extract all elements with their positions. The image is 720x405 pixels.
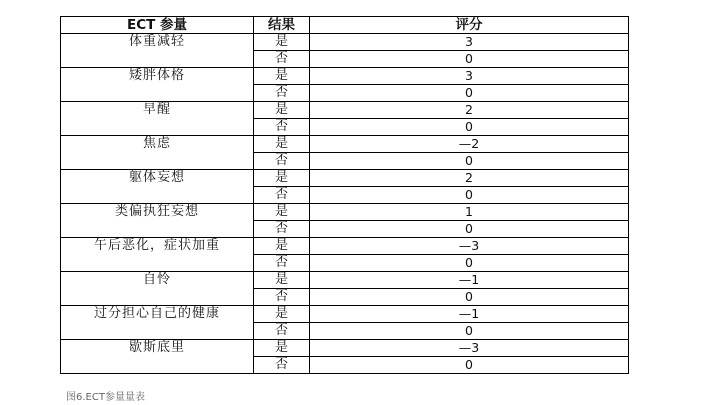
result-cell: 是 [254,102,310,119]
result-cell: 否 [254,357,310,374]
table-row [61,204,629,221]
header-parameter: ECT 参量 [61,17,254,34]
table-row [61,68,629,85]
result-cell: 是 [254,68,310,85]
parameter-cell [61,221,254,238]
table-row [61,85,629,102]
score-cell: —3 [310,238,629,255]
result-cell: 是 [254,34,310,51]
score-cell: 0 [310,85,629,102]
parameter-cell: 躯体妄想 [61,170,254,187]
result-cell: 是 [254,272,310,289]
table-row [61,187,629,204]
score-cell: —2 [310,136,629,153]
score-cell: 0 [310,323,629,340]
table-row [61,272,629,289]
score-cell: 1 [310,204,629,221]
score-cell: 3 [310,68,629,85]
score-cell: 2 [310,170,629,187]
table-row [61,119,629,136]
score-cell: 0 [310,255,629,272]
score-cell: 0 [310,289,629,306]
figure-caption: 图6.ECT参量量表 [66,392,145,403]
header-score: 评分 [310,17,629,34]
result-cell: 是 [254,136,310,153]
result-cell: 否 [254,323,310,340]
parameter-cell [61,51,254,68]
table-row [61,102,629,119]
result-cell: 否 [254,289,310,306]
table-row [61,136,629,153]
parameter-cell [61,357,254,374]
parameter-cell [61,153,254,170]
result-cell: 是 [254,340,310,357]
result-cell: 是 [254,170,310,187]
score-cell: 0 [310,357,629,374]
table-header-row [61,17,629,34]
result-cell: 否 [254,255,310,272]
result-cell: 否 [254,51,310,68]
parameter-cell: 类偏执狂妄想 [61,204,254,221]
score-cell: —1 [310,272,629,289]
result-cell: 否 [254,119,310,136]
table-row [61,238,629,255]
score-cell: 3 [310,34,629,51]
score-cell: —3 [310,340,629,357]
table-row [61,34,629,51]
parameter-cell: 早醒 [61,102,254,119]
header-result: 结果 [254,17,310,34]
table-row [61,221,629,238]
table-row [61,289,629,306]
result-cell: 是 [254,306,310,323]
parameter-cell [61,187,254,204]
parameter-cell: 自怜 [61,272,254,289]
table-row [61,357,629,374]
parameter-cell [61,119,254,136]
parameter-cell: 矮胖体格 [61,68,254,85]
score-cell: 0 [310,221,629,238]
table-body [61,34,629,374]
score-cell: 0 [310,51,629,68]
table-row [61,255,629,272]
result-cell: 否 [254,153,310,170]
parameter-cell: 歇斯底里 [61,340,254,357]
parameter-cell [61,255,254,272]
table-row [61,306,629,323]
parameter-cell [61,85,254,102]
table-row [61,340,629,357]
parameter-cell: 过分担心自己的健康 [61,306,254,323]
parameter-cell: 焦虑 [61,136,254,153]
table-row [61,51,629,68]
result-cell: 是 [254,204,310,221]
result-cell: 否 [254,85,310,102]
ect-parameter-table [60,16,629,374]
parameter-cell [61,289,254,306]
result-cell: 否 [254,187,310,204]
score-cell: 0 [310,187,629,204]
parameter-cell: 体重减轻 [61,34,254,51]
score-cell: 0 [310,119,629,136]
table-row [61,323,629,340]
table-row [61,170,629,187]
table-row [61,153,629,170]
score-cell: 2 [310,102,629,119]
score-cell: 0 [310,153,629,170]
score-cell: —1 [310,306,629,323]
result-cell: 否 [254,221,310,238]
parameter-cell [61,323,254,340]
result-cell: 是 [254,238,310,255]
parameter-cell: 午后恶化，症状加重 [61,238,254,255]
